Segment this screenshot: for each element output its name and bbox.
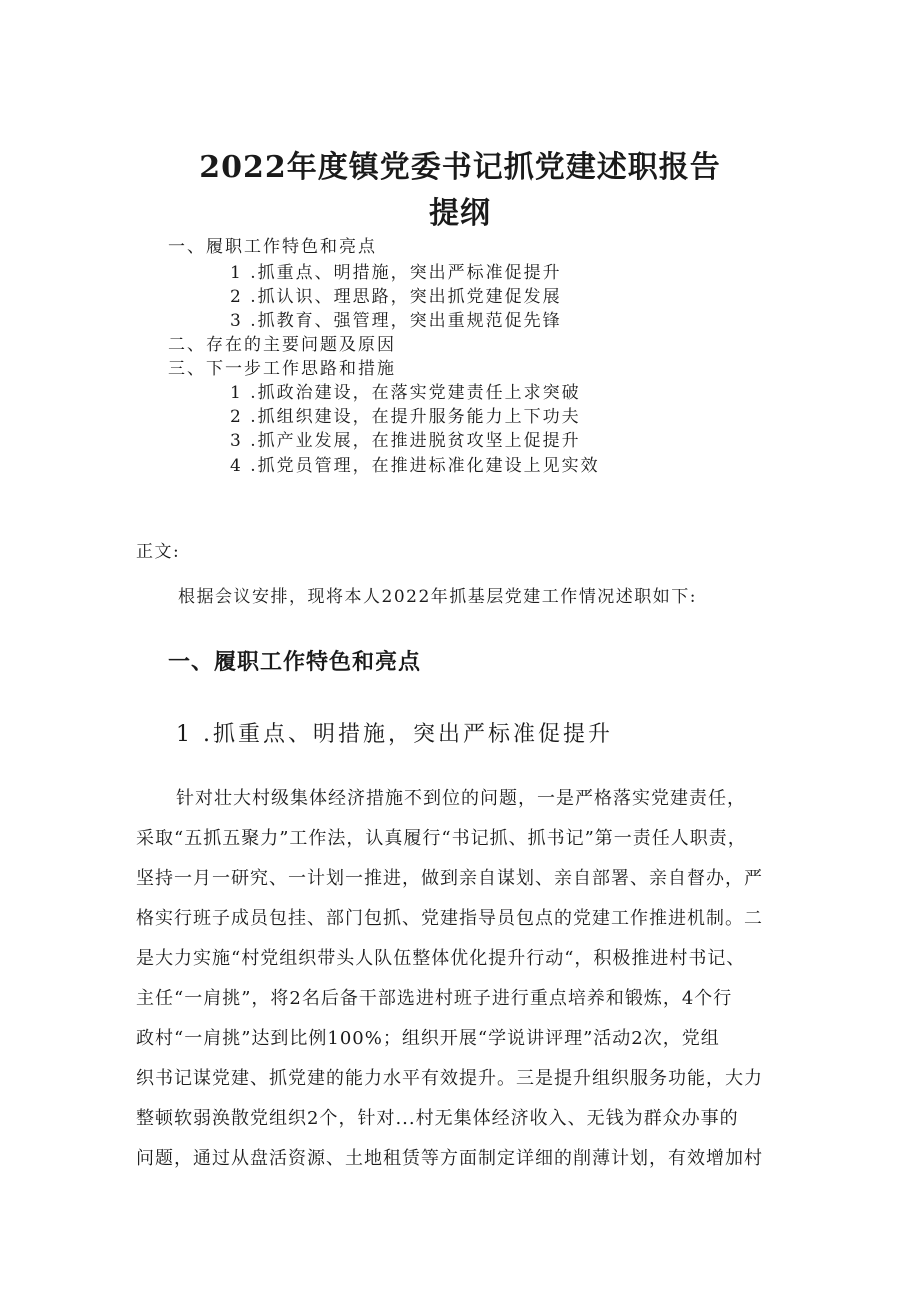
paragraph-line: 整顿软弱涣散党组织2个，针对...村无集体经济收入、无钱为群众办事的 — [136, 1108, 739, 1129]
outline-item: 4 .抓党员管理，在推进标准化建设上见实效 — [230, 456, 600, 476]
outline-item: 二、存在的主要问题及原因 — [168, 335, 396, 355]
paragraph-line: 采取“五抓五聚力”工作法，认真履行“书记抓、抓书记”第一责任人职责， — [136, 828, 747, 849]
body-intro: 根据会议安排，现将本人2022年抓基层党建工作情况述职如下: — [178, 587, 697, 607]
outline-item: 2 .抓认识、理思路，突出抓党建促发展 — [230, 287, 562, 307]
outline-item: 3 .抓产业发展，在推进脱贫攻坚上促提升 — [230, 431, 581, 451]
outline-item: 三、下一步工作思路和措施 — [168, 359, 396, 379]
outline-item: 1 .抓政治建设，在落实党建责任上求突破 — [230, 383, 581, 403]
outline-item: 一、履职工作特色和亮点 — [168, 237, 377, 257]
section-heading: 一、履职工作特色和亮点 — [168, 650, 422, 675]
document-subtitle: 提纲 — [429, 196, 491, 231]
outline-item: 2 .抓组织建设，在提升服务能力上下功夫 — [230, 407, 581, 427]
subsection-heading: 1 .抓重点、明措施，突出严标准促提升 — [176, 722, 613, 747]
paragraph-line: 坚持一月一研究、一计划一推进，做到亲自谋划、亲自部署、亲自督办，严 — [136, 868, 763, 889]
paragraph-line: 问题，通过从盘活资源、土地租赁等方面制定详细的削薄计划，有效增加村 — [136, 1148, 763, 1169]
body-label: 正文: — [136, 542, 181, 562]
document-title: 2022年度镇党委书记抓党建述职报告 — [199, 150, 721, 185]
paragraph-line: 主任“一肩挑”，将2名后备干部选进村班子进行重点培养和锻炼，4个行 — [136, 988, 733, 1009]
paragraph-line: 格实行班子成员包挂、部门包抓、党建指导员包点的党建工作推进机制。二 — [136, 908, 763, 929]
paragraph-line: 针对壮大村级集体经济措施不到位的问题，一是严格落实党建责任， — [176, 788, 746, 809]
outline-item: 3 .抓教育、强管理，突出重规范促先锋 — [230, 311, 562, 331]
paragraph-line: 政村“一肩挑”达到比例100%；组织开展“学说讲评理”活动2次，党组 — [136, 1028, 720, 1049]
paragraph-line: 是大力实施“村党组织带头人队伍整体优化提升行动“，积极推进村书记、 — [136, 948, 746, 969]
paragraph-line: 织书记谋党建、抓党建的能力水平有效提升。三是提升组织服务功能，大力 — [136, 1068, 763, 1089]
outline-item: 1 .抓重点、明措施，突出严标准促提升 — [230, 263, 562, 283]
